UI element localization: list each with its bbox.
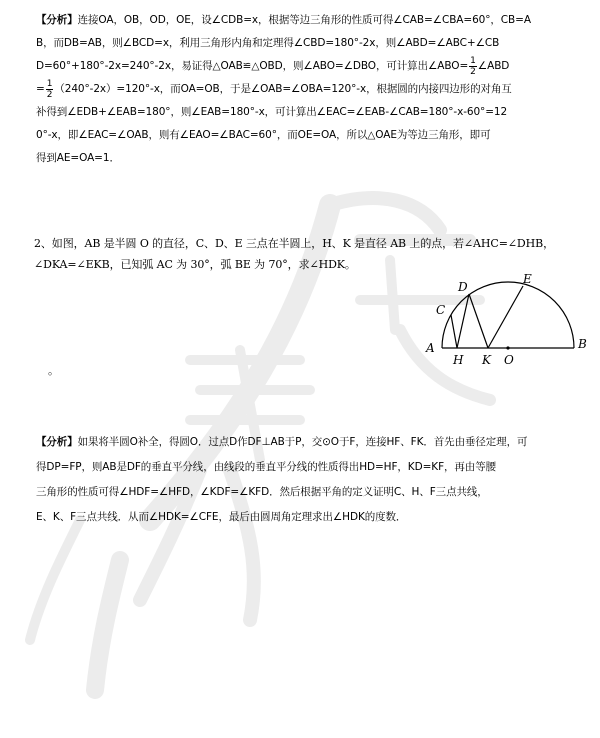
label-e: E [523,272,532,286]
analysis-1-line-3-tail: ∠ABD [477,60,510,72]
analysis-1-line-4: （240°-2x）=120°-x，而OA=OB，于是∠OAB=∠OBA=120°-x，根据圆的内接四边形的对角互 [54,83,512,95]
analysis-1-line-6: 0°-x，即∠EAC=∠OAB，则有∠EAO=∠BAC=60°，而OE=OA，所以△OAE为等边三角形，即可 [36,129,491,141]
label-c: C [436,303,446,317]
analysis-1-line-3: D=60°+180°-2x=240°-2x，易证得△OAB≌△OBD，则∠ABO=∠DBO，可计算出∠ABO= [36,60,469,72]
label-b: B [578,337,587,351]
label-a: A [426,341,435,355]
label-k: K [482,353,491,367]
problem-2-line-1: 2、如图，AB 是半圆 O 的直径，C、D、E 三点在半圆上，H、K 是直径 AB 上的点，若∠AHC=∠DHB， [34,237,555,250]
analysis-2-line-1: 如果将半圆O补全，得圆O．过点D作DF⊥AB于P，交⊙O于F，连接HF、FK．首先由垂径定理，可 [77,436,528,448]
analysis-1-line-1: 连接OA，OB，OD，OE，设∠CDB=x，根据等边三角形的性质可得∠CAB=∠CBA=60°，CB=A [77,14,531,26]
segment-dk [469,294,488,348]
analysis-1-line-2: B，而DB=AB，则∠BCD=x，利用三角形内角和定理得∠CBD=180°-2x，则∠ABD=∠ABC+∠CB [36,37,500,49]
stray-mark: 。 [48,364,59,377]
problem-2-line-2: ∠DKA=∠EKB，已知弧 AC 为 30°，弧 BE 为 70°，求∠HDK。 [34,258,356,271]
fraction-one-half: $\frac{1}{2}$ [470,55,476,77]
analysis-2-line-3: 三角形的性质可得∠HDF=∠HFD，∠KDF=∠KFD．然后根据平角的定义证明C、H、F三点共线， [36,486,488,498]
analysis-1-line-7: 得到AE=OA=1． [36,152,120,164]
segment-ke [488,286,523,348]
analysis-1-line-5: 补得到∠EDB+∠EAB=180°，则∠EAB=180°-x，可计算出∠EAC=∠EAB-∠CAB=180°-x-60°=12 [36,106,508,118]
center-o-dot [506,346,509,349]
analysis-tag: 【分析】 [36,436,78,448]
analysis-2-line-2: 得DP=FP，则AB是DF的垂直平分线，由线段的垂直平分线的性质得出HD=HF，KD=KF，再由等腰 [36,461,497,473]
analysis-2 [36,430,576,530]
fraction-one-half: $\frac{1}{2}$ [46,78,53,100]
segment-ch [451,315,457,348]
label-d: D [458,280,468,294]
segment-hd [457,294,469,348]
analysis-1 [36,9,568,170]
analysis-tag: 【分析】 [36,14,78,26]
label-h: H [453,353,464,367]
semicircle-figure [420,270,590,370]
problem-2 [34,233,574,275]
analysis-2-line-4: E、K、F三点共线．从而∠HDK=∠CFE，最后由圆周角定理求出∠HDK的度数． [36,511,407,523]
analysis-1-line-4-head: = [36,83,45,95]
label-o: O [504,353,514,367]
